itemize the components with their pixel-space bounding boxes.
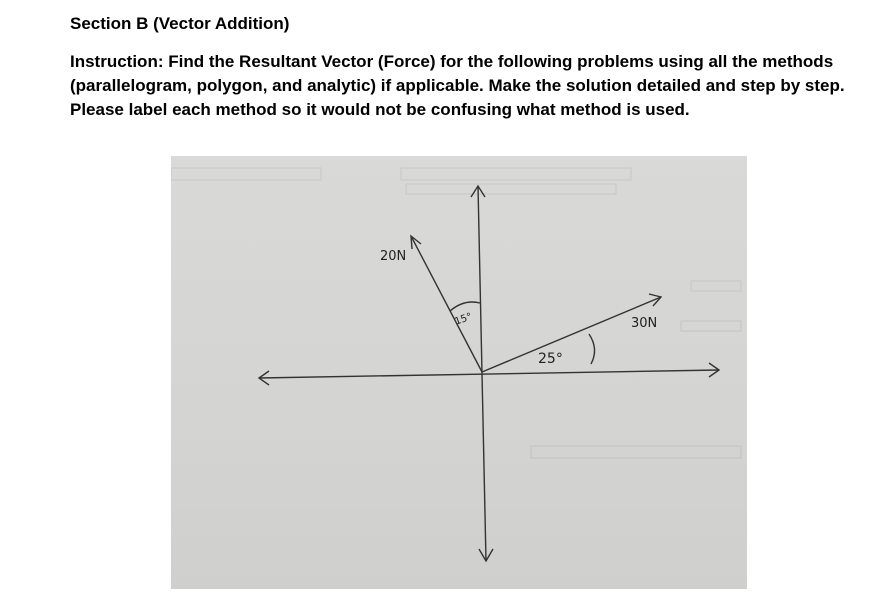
vector-20n	[411, 236, 482, 372]
section-title: Section B (Vector Addition)	[70, 14, 290, 33]
vector-30n	[482, 294, 661, 372]
vector-diagram	[171, 156, 747, 589]
label-15-deg: 15°	[453, 311, 474, 328]
label-20n: 20N	[380, 249, 407, 264]
vector-diagram-photo	[171, 156, 747, 589]
angle-arc-25	[589, 334, 595, 364]
angle-arc-15	[450, 302, 480, 311]
paper-showthrough	[171, 168, 741, 458]
x-axis	[259, 370, 719, 378]
label-30n: 30N	[631, 316, 658, 331]
instruction-text: Instruction: Find the Resultant Vector (Force) for the following problems using all the methods (parallelogram, polygon, and analytic) if applicable. Make the solution detailed and step by step. Please label each method so it would not be confusing what method is used.	[70, 52, 845, 119]
axes	[259, 186, 719, 561]
label-25-deg: 25°	[538, 351, 563, 367]
